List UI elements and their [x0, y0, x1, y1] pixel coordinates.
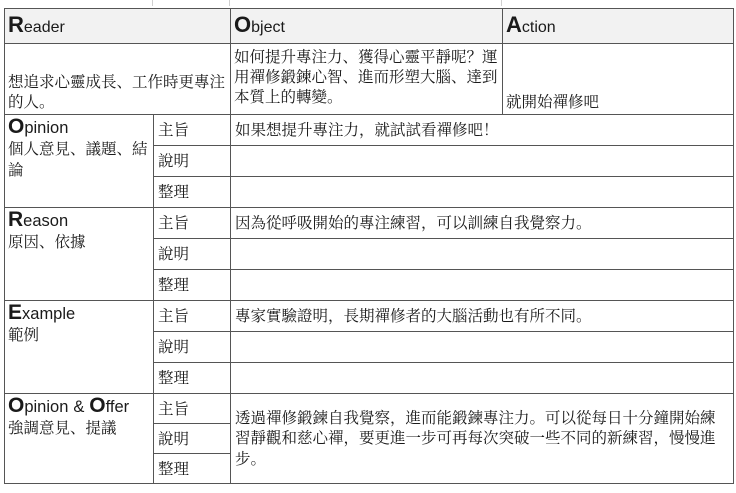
reason-main-content: 因為從呼吸開始的專注練習，可以訓練自我覺察力。	[231, 208, 734, 239]
reason-title-cell	[5, 208, 154, 301]
offer-ampersand: &	[73, 398, 85, 416]
example-initial: E	[8, 301, 23, 324]
header-reader-rest: eader	[23, 18, 65, 36]
example-main-content: 專家實驗證明，長期禪修者的大腦活動也有所不同。	[231, 301, 734, 332]
reader-cell: 想追求心靈成長、工作時更專注的人。	[5, 44, 231, 115]
header-object	[231, 9, 503, 44]
header-reader-initial: R	[8, 11, 24, 37]
example-rest: xample	[22, 305, 76, 323]
header-row	[5, 9, 734, 44]
header-object-rest: bject	[251, 18, 285, 36]
offer-title-cell	[5, 394, 154, 484]
opinion-explain-label: 說明	[154, 146, 231, 177]
opinion-explain-content	[231, 146, 734, 177]
example-main-label: 主旨	[154, 301, 231, 332]
offer-initial-1: O	[8, 394, 25, 417]
opinion-subtitle: 個人意見、議題、結論	[8, 140, 148, 179]
offer-explain-label: 說明	[154, 424, 231, 454]
header-reader	[5, 9, 231, 44]
opinion-summary-content	[231, 177, 734, 208]
opinion-rest: pinion	[24, 119, 69, 137]
example-title-cell	[5, 301, 154, 394]
roa-content-row	[5, 44, 734, 115]
opinion-main-content: 如果想提升專注力，就試試看禪修吧！	[231, 115, 734, 146]
offer-summary-label: 整理	[154, 454, 231, 484]
action-cell: 就開始禪修吧	[503, 44, 734, 115]
example-subtitle: 範例	[8, 326, 40, 344]
offer-main-label: 主旨	[154, 394, 231, 424]
reason-main-label: 主旨	[154, 208, 231, 239]
object-cell: 如何提升專注力、獲得心靈平靜呢？運用禪修鍛鍊心智、進而形塑大腦、達到本質上的轉變。	[231, 44, 503, 115]
header-action-rest: ction	[521, 18, 556, 36]
top-edge-tick	[501, 0, 502, 6]
reason-subtitle: 原因、依據	[8, 233, 86, 251]
header-object-initial: O	[234, 11, 252, 37]
header-action-initial: A	[506, 11, 522, 37]
opinion-summary-label: 整理	[154, 177, 231, 208]
reason-main-row	[5, 208, 734, 239]
top-edge-tick	[229, 0, 230, 6]
top-edge	[0, 0, 736, 8]
offer-rest-1: pinion	[24, 398, 69, 416]
reason-explain-content	[231, 239, 734, 270]
opinion-initial: O	[8, 115, 25, 138]
offer-subtitle: 強調意見、提議	[8, 419, 117, 437]
reason-rest: eason	[23, 212, 69, 230]
example-explain-label: 說明	[154, 332, 231, 363]
opinion-title-cell	[5, 115, 154, 208]
opinion-main-row	[5, 115, 734, 146]
top-edge-tick	[152, 0, 153, 6]
offer-main-row	[5, 394, 734, 424]
header-action	[503, 9, 734, 44]
reason-initial: R	[8, 208, 24, 231]
offer-rest-2: ffer	[105, 398, 130, 416]
opinion-main-label: 主旨	[154, 115, 231, 146]
reason-summary-label: 整理	[154, 270, 231, 301]
reason-explain-label: 說明	[154, 239, 231, 270]
reason-summary-content	[231, 270, 734, 301]
example-summary-content	[231, 363, 734, 394]
example-summary-label: 整理	[154, 363, 231, 394]
example-main-row	[5, 301, 734, 332]
offer-content: 透過禪修鍛鍊自我覺察，進而能鍛鍊專注力。可以從每日十分鐘開始練習靜觀和慈心禪，要更進一步可再每次突破一些不同的新練習，慢慢進步。	[231, 394, 734, 484]
roeo-table	[4, 8, 734, 484]
example-explain-content	[231, 332, 734, 363]
offer-initial-2: O	[89, 394, 106, 417]
